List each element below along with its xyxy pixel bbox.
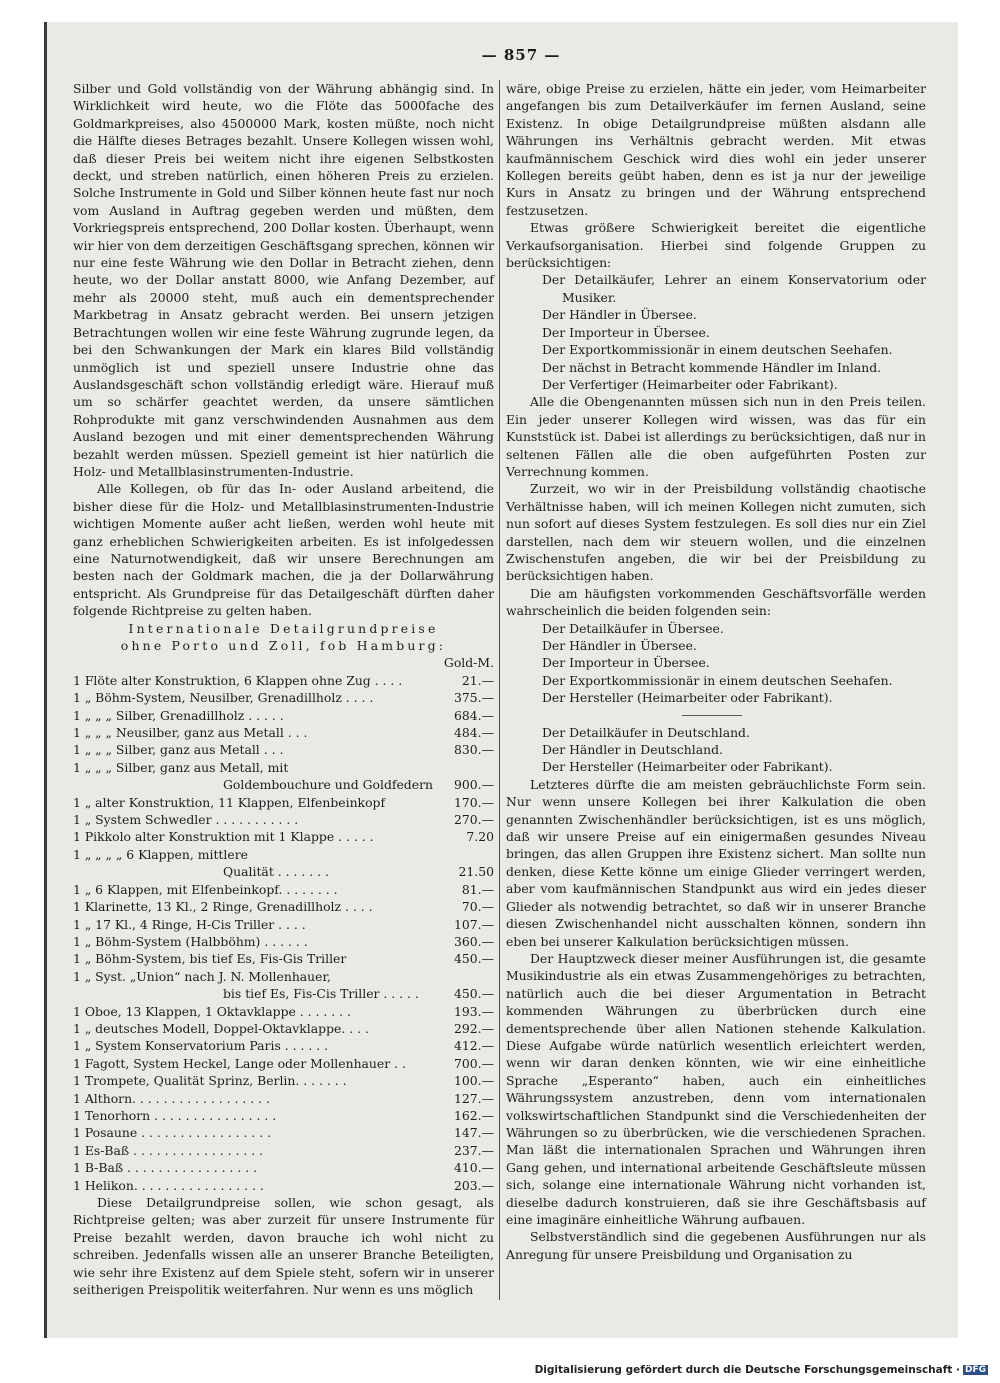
price-table-title: Internationale Detailgrundpreise [128,620,439,636]
price-row [73,741,494,758]
price-row-description: 1 „ Böhm-System, bis tief Es, Fis-Gis Triller [73,951,347,967]
group-separator [682,715,742,716]
right-paragraph-3: Alle die Obengenannten müssen sich nun in den Preis teilen. Ein jeder unserer Kollegen wird wissen, was das für ein Kunststück ist. Dabei ist allerdings zu berücksichtigen, daß nur in seltenen Fällen alle die oben aufgeführten Posten zur Verrechnung kommen. [506,394,926,479]
price-row [73,950,494,967]
price-row-description: Qualität . . . . . . . [223,864,329,880]
price-row-value: 412.— [454,1038,494,1054]
group-list-item: Der Detailkäufer, Lehrer an einem Konservatorium oder Musiker. [542,272,926,305]
price-row [73,846,494,863]
left-column [73,80,494,1298]
price-row [73,672,494,689]
footer-credit [0,1364,988,1376]
price-row-description: 1 Pikkolo alter Konstruktion mit 1 Klappe . . . . . [73,829,374,845]
currency-header: Gold-M. [443,655,494,671]
price-row [73,1003,494,1020]
price-row-description: 1 „ System Schwedler . . . . . . . . . . . [73,812,299,828]
price-row-value: 484.— [454,725,494,741]
price-row-description: 1 Helikon. . . . . . . . . . . . . . . . . [73,1177,264,1193]
price-row-value: 7.20 [466,829,494,845]
left-paragraph-3: Diese Detailgrundpreise sollen, wie schon gesagt, als Richtpreise gelten; was aber zurzeit für unsere Instrumente für Preise bezahlt werden, davon brauche ich wohl nicht zu schreiben. Jedenfalls wissen alle an unserer Branche Beteiligten, wie sehr ihre Existenz auf dem Spiele steht, sofern wir in unserer seitherigen Preispolitik weiterfahren. Nur wenn es uns möglich [73,1195,494,1298]
price-row [73,1020,494,1037]
price-row-value [442,968,494,985]
price-row-value: 410.— [454,1160,494,1176]
price-row [73,1142,494,1159]
price-table-subtitle: ohne Porto und Zoll, fob Hamburg: [120,638,447,653]
right-paragraph-7: Der Hauptzweck dieser meiner Ausführungen ist, die gesamte Musikindustrie als ein etwas Zusammengehöriges zu betrachten, natürlich auch die bei dieser Argumentation in Betracht kommenden Währungen zu überbrücken durch eine dementsprechende über allen Nationen stehende Kalkulation. Diese Aufgabe würde natürlich wesentlich erleichtert werden, wenn wir daran denken könnten, wie wir eine einheitliche Sprache „Esperanto“ haben, auch ein einheitliches Währungssystem anzustreben, denn vom internationalen volkswirtschaftlichen Standpunkt sind die Verschiedenheiten der Währungen so zu überbrücken, wie die verschiedenen Sprachen. Man läßt die internationalen Sprachen und Währungen ihren Gang gehen, und international arbeitende Geschäftsleute müssen sich, solange eine internationale Währung nicht vorhanden ist, dieselbe dadurch konstruieren, daß sie ihre Geschäftsbasis auf eine imaginäre einheitliche Währung aufbauen. [506,950,926,1227]
price-row-value: 21.— [461,672,494,688]
price-row-description: 1 „ Syst. „Union“ nach J. N. Mollenhauer, [73,968,331,984]
price-row-description: 1 „ 17 Kl., 4 Ringe, H-Cis Triller . . . . [73,916,306,932]
group-list-item: Der Exportkommissionär in einem deutschen Seehafen. [542,342,893,358]
group-list-item: Der Exportkommissionär in einem deutschen Seehafen. [542,672,893,688]
left-paragraph-2: Alle Kollegen, ob für das In- oder Ausland arbeitend, die bisher diese für die Holz- und Metallblasinstrumenten-Industrie wichtigen Momente außer acht ließen, werden wohl heute mit ganz erheblichen Schwierigkeiten arbeiten. Es ist infolgedessen eine Naturnotwendigkeit, daß wir unsere Berechnungen am besten nach der Goldmark machen, die ja der Dollarwährung entspricht. Als Grundpreise für das Detailgeschäft dürften daher folgende Richtpreise zu gelten haben. [73,481,494,619]
price-row [73,724,494,741]
price-row-description: 1 „ „ „ Neusilber, ganz aus Metall . . . [73,725,308,741]
price-row-description: 1 Posaune . . . . . . . . . . . . . . . . . [73,1125,272,1141]
price-row [73,689,494,706]
price-row-description: 1 „ „ „ Silber, ganz aus Metall, mit [73,759,289,775]
price-row [73,1072,494,1089]
page-edge [44,22,47,1338]
price-row-description: 1 „ „ „ „ 6 Klappen, mittlere [73,846,248,862]
price-row-description: 1 Flöte alter Konstruktion, 6 Klappen ohne Zug . . . . [73,672,403,688]
price-row-value: 450.— [454,951,494,967]
price-row-value: 830.— [454,742,494,758]
price-row [73,881,494,898]
price-row [73,1124,494,1141]
price-row-value: 900.— [454,777,494,793]
price-row-description: 1 „ deutsches Modell, Doppel-Oktavklappe. . . . [73,1020,369,1036]
right-paragraph-2: Etwas größere Schwierigkeit bereitet die eigentliche Verkaufsorganisation. Hierbei sind folgende Gruppen zu berücksichtigen: [506,220,926,271]
price-row-value: 100.— [454,1073,494,1089]
price-row-value [442,846,494,863]
right-paragraph-1: wäre, obige Preise zu erzielen, hätte ein jeder, vom Heimarbeiter angefangen bis zum Detailverkäufer im fernen Ausland, seine Existenz. In obige Detailgrundpreise müßten alsdann alle Währungen ins Verhältnis gebracht werden. Mit etwas kaufmännischem Geschick wird dies wohl ein jeder unserer Kollegen bereits geübt haben, denn es ist ja nur der jeweilige Kurs in Ansatz zu bringen und der Währung entsprechend festzusetzen. [506,81,926,218]
group-list-item: Der Händler in Deutschland. [542,742,723,758]
group-list-item: Der Hersteller (Heimarbeiter oder Fabrikant). [542,759,833,775]
group-list-item: Der Händler in Übersee. [542,638,697,653]
group-list-item: Der nächst in Betracht kommende Händler im Inland. [542,359,882,375]
group-list-item: Der Detailkäufer in Übersee. [542,620,724,636]
price-row-value [442,759,494,776]
price-row [73,1055,494,1072]
dfg-logo: DFG [964,1365,986,1375]
price-row-value: 684.— [454,707,494,723]
group-list-item: Der Importeur in Übersee. [542,655,710,671]
price-row-description: 1 Althorn. . . . . . . . . . . . . . . . . . [73,1090,270,1106]
right-paragraph-8: Selbstverständlich sind die gegebenen Ausführungen nur als Anregung für unsere Preisbildung und Organisation zu [506,1229,926,1262]
price-row-value: 203.— [454,1177,494,1193]
price-row-description: 1 Tenorhorn . . . . . . . . . . . . . . . . [73,1107,277,1123]
price-row [73,811,494,828]
price-row-value: 107.— [454,916,494,932]
price-row-description: 1 „ Böhm-System (Halbböhm) . . . . . . [73,933,308,949]
group-list-item: Der Händler in Übersee. [542,307,697,323]
price-row-value: 127.— [454,1090,494,1106]
footer-text: Digitalisierung gefördert durch die Deutsche Forschungsgemeinschaft · [534,1364,960,1376]
group-list-3 [506,724,926,776]
group-list-item: Der Detailkäufer in Deutschland. [542,724,750,740]
group-list-2 [506,620,926,707]
price-row [73,863,494,880]
left-paragraph-1: Silber und Gold vollständig von der Währung abhängig sind. In Wirklichkeit wird heute, wo die Flöte das 5000fache des Goldmarkpreises, also 4500000 Mark, kosten müßte, noch nicht die Hälfte dieses Betrages bezahlt. Unsere Kollegen wissen wohl, daß dieser Preis bei weitem nicht ihre eigenen Selbstkosten deckt, und streben natürlich, einen höheren Preis zu erzielen. Solche Instrumente in Gold und Silber können heute fast nur noch vom Ausland in Auftrag gegeben werden und müßten, dem Vorkriegspreis entsprechend, 200 Dollar kosten. Überhaupt, wenn wir hier von dem derzeitigen Geschäftsgang sprechen, können wir nur eine feste Währung wie den Dollar in Betracht ziehen, denn heute, wo der Dollar anstatt 8000, wie Anfang Dezember, auf mehr als 20000 steht, muß auch ein dementsprechender Markbetrag in Ansatz gebracht werden. Bei unsern jetzigen Betrachtungen wollen wir eine feste Währung zugrunde legen, da bei den Schwankungen der Mark ein klares Bild vollständig unmöglich ist und speziell unsere Industrie ohne das Auslandsgeschäft schon vollständig erledigt wäre. Hierauf muß um so schärfer geachtet werden, da unsere sämtlichen Rohprodukte mit ganz verschwindenden Ausnahmen aus dem Ausland bezogen und mit einer dementsprechenden Währung bezahlt werden müssen. Speziell gemeint ist hier natürlich die Holz- und Metallblasinstrumenten-Industrie. [73,81,494,479]
price-row-value: 170.— [454,794,494,810]
price-row [73,794,494,811]
price-row-value: 81.— [461,881,494,897]
scanned-page [44,22,958,1338]
price-row-description: 1 Oboe, 13 Klappen, 1 Oktavklappe . . . . . . . [73,1003,351,1019]
price-row [73,933,494,950]
price-row-description: 1 „ System Konservatorium Paris . . . . . . [73,1038,329,1054]
price-row [73,1037,494,1054]
price-row [73,759,494,776]
price-row-description: 1 Klarinette, 13 Kl., 2 Ringe, Grenadillholz . . . . [73,899,373,915]
price-row [73,828,494,845]
price-row-description: 1 „ alter Konstruktion, 11 Klappen, Elfenbeinkopf [73,794,386,810]
price-row-value: 237.— [454,1142,494,1158]
price-row-value: 70.— [461,899,494,915]
price-row-value: 360.— [454,933,494,949]
price-row-description: 1 „ 6 Klappen, mit Elfenbeinkopf. . . . . . . . [73,881,338,897]
price-row-description: bis tief Es, Fis-Cis Triller . . . . . [223,986,419,1002]
price-row [73,1177,494,1194]
price-row-value: 162.— [454,1107,494,1123]
price-row [73,985,494,1002]
price-row [73,1107,494,1124]
price-row-description: 1 Trompete, Qualität Sprinz, Berlin. . . . . . . [73,1073,347,1089]
document-page [44,22,958,1338]
group-list-item: Der Hersteller (Heimarbeiter oder Fabrikant). [542,690,833,706]
price-row-value: 700.— [454,1055,494,1071]
group-list-1 [506,271,926,393]
price-row-description: 1 „ Böhm-System, Neusilber, Grenadillholz . . . . [73,690,374,706]
right-paragraph-4: Zurzeit, wo wir in der Preisbildung vollständig chaotische Verhältnisse haben, will ich meinen Kollegen nicht zumuten, sich nun sofort auf dieses System festzulegen. Es soll dies nur ein Ziel darstellen, nach dem wir steuern wollen, und die einzelnen Zwischenstufen angeben, die wir bei der Preisbildung zu berücksichtigen haben. [506,481,926,584]
price-row-value: 147.— [454,1125,494,1141]
price-row [73,968,494,985]
price-row-value: 292.— [454,1020,494,1036]
price-row-description: 1 B-Baß . . . . . . . . . . . . . . . . . [73,1160,258,1176]
price-row [73,707,494,724]
right-paragraph-6: Letzteres dürfte die am meisten gebräuchlichste Form sein. Nur wenn unsere Kollegen bei ihrer Kalkulation die oben genannten Zwischenhändler berücksichtigen, ist es uns möglich, daß wir unsere Preise auf ein einigermaßen gesundes Niveau bringen, das allen Gruppen ihre Existenz sichert. Man sollte nun denken, diese Kette könne um einige Glieder verringert werden, aber vom kaufmännischen Standpunkt aus wird ein jedes dieser Glieder als notwendig betrachtet, so daß wir in unserer Branche diesen Zwischenhandel nicht ausschalten können, sondern ihn eben bei unserer Kalkulation berücksichtigen müssen. [506,776,926,949]
price-row-description: 1 Es-Baß . . . . . . . . . . . . . . . . . [73,1142,264,1158]
price-row-description: 1 Fagott, System Heckel, Lange oder Mollenhauer . . [73,1055,406,1071]
group-list-item: Der Verfertiger (Heimarbeiter oder Fabrikant). [542,376,838,392]
price-row [73,1159,494,1176]
group-list-item: Der Importeur in Übersee. [542,324,710,340]
price-row-description: 1 „ „ „ Silber, ganz aus Metall . . . [73,742,284,758]
price-row [73,916,494,933]
right-column [506,80,926,1263]
price-row-value: 193.— [454,1003,494,1019]
price-row-value: 270.— [454,812,494,828]
price-row [73,1090,494,1107]
price-table [73,672,494,1194]
column-divider [499,80,500,1300]
price-row [73,776,494,793]
price-row-value: 450.— [454,986,494,1002]
price-row-description: Goldembouchure und Goldfedern [223,777,433,793]
price-row [73,898,494,915]
page-number: — 857 — [481,46,561,64]
right-paragraph-5: Die am häufigsten vorkommenden Geschäftsvorfälle werden wahrscheinlich die beiden folgenden sein: [506,585,926,619]
price-row-value: 375.— [454,690,494,706]
price-row-description: 1 „ „ „ Silber, Grenadillholz . . . . . [73,707,284,723]
price-row-value: 21.50 [458,864,494,880]
